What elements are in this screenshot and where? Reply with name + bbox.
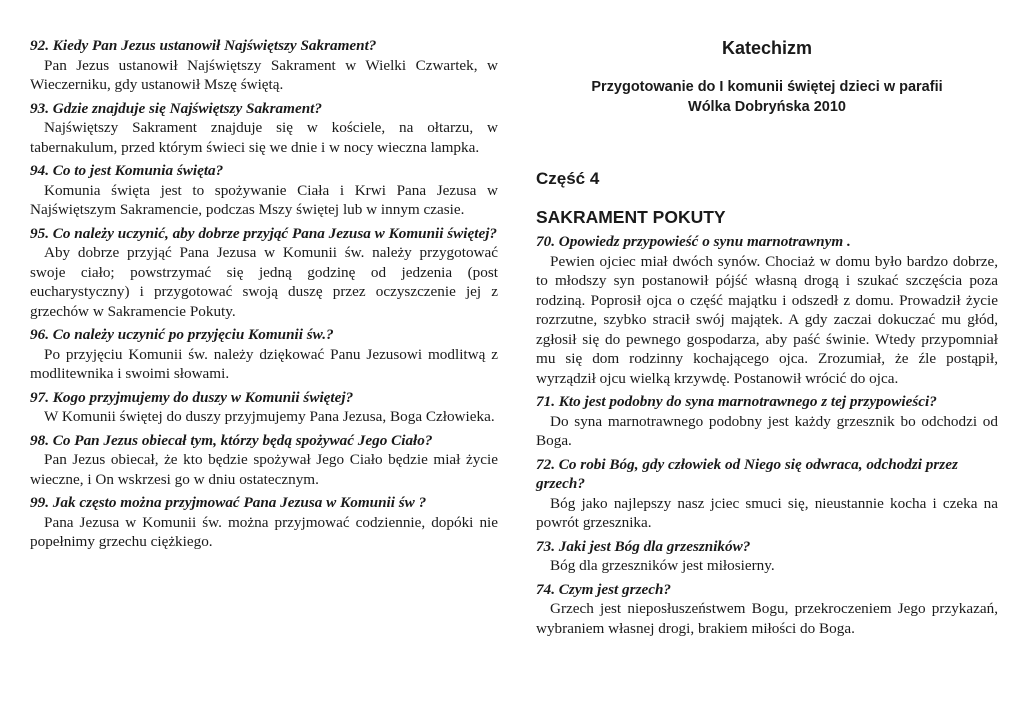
qa-item-95 (30, 224, 498, 322)
booklet-title: Katechizm (721, 38, 813, 58)
subtitle-line-2: Wólka Dobryńska 2010 (688, 99, 846, 115)
answer: Pana Jezusa w Komunii św. można przyjmować codziennie, dopóki nie popełnimy grzechu ciężkiego. (30, 513, 498, 550)
question: 97. Kogo przyjmujemy do duszy w Komunii świętej? (30, 388, 354, 406)
question: 71. Kto jest podobny do syna marnotrawnego z tej przypowieści? (536, 393, 937, 410)
answer: Pan Jezus ustanowił Najświętszy Sakrament w Wielki Czwartek, w Wieczerniku, gdy ustanowił Mszę świętą. (30, 56, 498, 93)
answer: Najświętszy Sakrament znajduje się w kościele, na ołtarzu, w tabernakulum, przed którym świeci się we dnie i w nocy wieczna lampka. (30, 119, 498, 156)
answer: Do syna marnotrawnego podobny jest każdy grzesznik bo odchodzi od Boga. (536, 412, 998, 449)
qa-item-97 (30, 388, 498, 427)
qa-item-98 (30, 431, 498, 490)
part-heading: Część 4 (536, 169, 600, 188)
question: 98. Co Pan Jezus obiecał tym, którzy będą spożywać Jego Ciało? (30, 431, 433, 449)
answer: Bóg jako najlepszy nasz jciec smuci się, nieustannie kocha i czeka na powrót grzesznika. (536, 494, 998, 531)
qa-item-99 (30, 493, 498, 552)
qa-item-96 (30, 325, 498, 384)
answer: Pewien ojciec miał dwóch synów. Chociaż w domu było bardzo dobrze, to młodszy syn postanowił pójść własną drogą i szukać szczęścia poza rodziną. Poprosił ojca o część majątku i odszedł z domu. Prowadził życie rozrzutne, szybko stracił swój majątek. A gdy zaczai dokuczać mu głód, zgłosił się do pewnego gospodarza, aby paść świnie. Wtedy przypomniał mu się dom rodzinny kochającego ojca. Zrozumiał, że źle postąpił, wyrządził ojcu wielką krzywdę. Postanowił wrócić do ojca. (536, 252, 998, 387)
qa-item-70 (536, 232, 998, 388)
question: 74. Czym jest grzech? (536, 580, 671, 598)
qa-item-93 (30, 99, 498, 158)
answer: Po przyjęciu Komunii św. należy dziękować Panu Jezusowi modlitwą z modlitewnika i swoimi słowami. (30, 345, 498, 382)
qa-item-71 (536, 392, 998, 451)
right-column (536, 36, 998, 642)
answer: Grzech jest nieposłuszeństwem Bogu, przekroczeniem Jego przykazań, wybraniem własnej drogi, brakiem miłości do Boga. (536, 600, 998, 637)
question: 96. Co należy uczynić po przyjęciu Komunii św.? (30, 326, 334, 343)
qa-item-92 (30, 36, 498, 95)
answer: W Komunii świętej do duszy przyjmujemy Pana Jezusa, Boga Człowieka. (44, 408, 495, 425)
question: 95. Co należy uczynić, aby dobrze przyjąć Pana Jezusa w Komunii świętej? (30, 224, 498, 242)
qa-item-72 (536, 455, 998, 533)
question: 99. Jak często można przyjmować Pana Jezusa w Komunii św ? (30, 494, 427, 511)
question: 72. Co robi Bóg, gdy człowiek od Niego się odwraca, odchodzi przez grzech? (536, 455, 958, 492)
answer: Aby dobrze przyjąć Pana Jezusa w Komunii św. należy przygotować swoje ciało; powstrzymać się jedną godzinę od jedzenia (post eucharystyczny) i przygotować swoją duszę przez oczyszczenie jej z grzechów w Sakramencie Pokuty. (30, 244, 498, 320)
subtitle-line-1: Przygotowanie do I komunii świętej dzieci w parafii (591, 79, 943, 95)
qa-item-73 (536, 537, 998, 576)
qa-item-74 (536, 580, 998, 639)
answer: Komunia święta jest to spożywanie Ciała i Krwi Pana Jezusa w Najświętszym Sakramencie, podczas Mszy świętej lub w innym czasie. (30, 181, 498, 218)
qa-item-94 (30, 161, 498, 220)
answer: Bóg dla grzeszników jest miłosierny. (550, 557, 775, 574)
section-heading: SAKRAMENT POKUTY (536, 207, 726, 227)
question: 92. Kiedy Pan Jezus ustanowił Najświętszy Sakrament? (30, 37, 377, 54)
question: 73. Jaki jest Bóg dla grzeszników? (536, 537, 751, 555)
question: 70. Opowiedz przypowieść o synu marnotrawnym . (536, 233, 851, 250)
question: 93. Gdzie znajduje się Najświętszy Sakrament? (30, 99, 322, 117)
left-column (30, 36, 498, 556)
answer: Pan Jezus obiecał, że kto będzie spożywał Jego Ciało będzie miał życie wieczne, i On wskrzesi go w dniu ostatecznym. (30, 451, 498, 488)
question: 94. Co to jest Komunia święta? (30, 162, 224, 179)
